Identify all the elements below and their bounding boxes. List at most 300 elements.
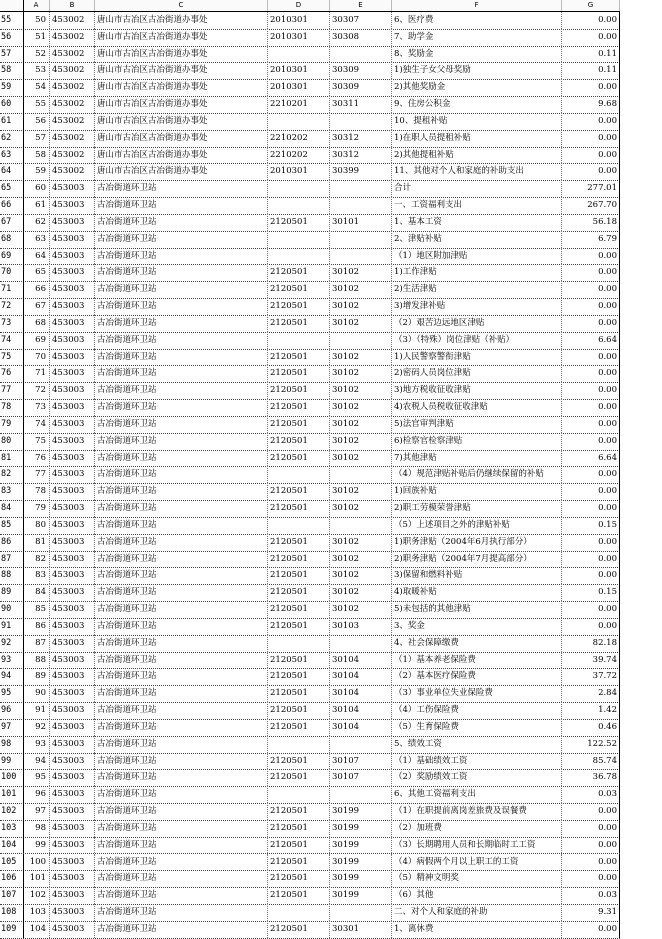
row-number[interactable]: 82 — [0, 466, 24, 483]
cell-g-amount[interactable]: 6.64 — [562, 332, 620, 349]
cell-e-econ-code[interactable]: 30104 — [330, 685, 392, 702]
cell-e-econ-code[interactable]: 30102 — [330, 601, 392, 618]
cell-f-item[interactable]: 3)地方税收征收津贴 — [392, 382, 562, 399]
cell-g-amount[interactable]: 267.70 — [562, 197, 620, 214]
cell-d-func-code[interactable]: 2120501 — [268, 264, 330, 281]
cell-e-econ-code[interactable] — [330, 517, 392, 534]
cell-g-amount[interactable]: 0.00 — [562, 618, 620, 635]
cell-b-code[interactable]: 453003 — [50, 601, 95, 618]
cell-d-func-code[interactable] — [268, 332, 330, 349]
cell-a-seq[interactable]: 67 — [24, 298, 50, 315]
cell-c-unit[interactable]: 古冶街道环卫站 — [95, 197, 268, 214]
row-number[interactable]: 108 — [0, 904, 24, 921]
cell-d-func-code[interactable]: 2210202 — [268, 130, 330, 147]
cell-g-amount[interactable]: 0.00 — [562, 820, 620, 837]
row-number[interactable]: 55 — [0, 12, 24, 29]
cell-f-item[interactable]: 6、其他工资福利支出 — [392, 786, 562, 803]
cell-a-seq[interactable]: 63 — [24, 231, 50, 248]
cell-f-item[interactable]: （3）长期聘用人员和长期临时工工资 — [392, 837, 562, 854]
row-number[interactable]: 70 — [0, 264, 24, 281]
row-number[interactable]: 97 — [0, 719, 24, 736]
row-number[interactable]: 101 — [0, 786, 24, 803]
cell-g-amount[interactable]: 6.79 — [562, 231, 620, 248]
cell-e-econ-code[interactable]: 30102 — [330, 567, 392, 584]
cell-a-seq[interactable]: 86 — [24, 618, 50, 635]
row-number[interactable]: 84 — [0, 500, 24, 517]
cell-e-econ-code[interactable]: 30102 — [330, 281, 392, 298]
cell-e-econ-code[interactable]: 30312 — [330, 130, 392, 147]
cell-a-seq[interactable]: 57 — [24, 130, 50, 147]
row-number[interactable]: 71 — [0, 281, 24, 298]
row-number[interactable]: 67 — [0, 214, 24, 231]
cell-d-func-code[interactable]: 2120501 — [268, 534, 330, 551]
cell-c-unit[interactable]: 古冶街道环卫站 — [95, 349, 268, 366]
cell-f-item[interactable]: 7)其他津贴 — [392, 450, 562, 467]
cell-g-amount[interactable]: 0.00 — [562, 79, 620, 96]
cell-b-code[interactable]: 453003 — [50, 584, 95, 601]
cell-g-amount[interactable]: 0.00 — [562, 567, 620, 584]
cell-b-code[interactable]: 453003 — [50, 281, 95, 298]
cell-a-seq[interactable]: 84 — [24, 584, 50, 601]
cell-b-code[interactable]: 453003 — [50, 870, 95, 887]
cell-a-seq[interactable]: 59 — [24, 163, 50, 180]
cell-f-item[interactable]: 1)在职人员提租补贴 — [392, 130, 562, 147]
cell-g-amount[interactable]: 0.46 — [562, 719, 620, 736]
cell-b-code[interactable]: 453002 — [50, 130, 95, 147]
cell-c-unit[interactable]: 古冶街道环卫站 — [95, 231, 268, 248]
cell-e-econ-code[interactable]: 30104 — [330, 702, 392, 719]
cell-c-unit[interactable]: 古冶街道环卫站 — [95, 382, 268, 399]
cell-g-amount[interactable]: 0.00 — [562, 601, 620, 618]
cell-a-seq[interactable]: 64 — [24, 248, 50, 265]
cell-f-item[interactable]: 2)其他奖励金 — [392, 79, 562, 96]
cell-c-unit[interactable]: 唐山市古冶区古冶街道办事处 — [95, 96, 268, 113]
cell-a-seq[interactable]: 72 — [24, 382, 50, 399]
cell-c-unit[interactable]: 古冶街道环卫站 — [95, 904, 268, 921]
cell-a-seq[interactable]: 61 — [24, 197, 50, 214]
cell-e-econ-code[interactable]: 30309 — [330, 79, 392, 96]
cell-a-seq[interactable]: 65 — [24, 264, 50, 281]
cell-d-func-code[interactable]: 2210201 — [268, 96, 330, 113]
cell-f-item[interactable]: 2)生活津贴 — [392, 281, 562, 298]
cell-b-code[interactable]: 453003 — [50, 854, 95, 871]
cell-b-code[interactable]: 453003 — [50, 769, 95, 786]
cell-f-item[interactable]: 5)法官审判津贴 — [392, 416, 562, 433]
cell-d-func-code[interactable]: 2120501 — [268, 753, 330, 770]
cell-b-code[interactable]: 453002 — [50, 113, 95, 130]
cell-e-econ-code[interactable] — [330, 904, 392, 921]
cell-b-code[interactable]: 453003 — [50, 551, 95, 568]
cell-a-seq[interactable]: 95 — [24, 769, 50, 786]
cell-g-amount[interactable]: 0.00 — [562, 349, 620, 366]
cell-g-amount[interactable]: 0.00 — [562, 29, 620, 46]
row-number[interactable]: 93 — [0, 652, 24, 669]
cell-d-func-code[interactable]: 2120501 — [268, 685, 330, 702]
cell-f-item[interactable]: 1)职务津贴（2004年6月执行部分） — [392, 534, 562, 551]
cell-f-item[interactable]: 6)检察官检察津贴 — [392, 433, 562, 450]
cell-a-seq[interactable]: 97 — [24, 803, 50, 820]
cell-f-item[interactable]: 1)人民警察警衔津贴 — [392, 349, 562, 366]
cell-e-econ-code[interactable]: 30102 — [330, 551, 392, 568]
cell-c-unit[interactable]: 古冶街道环卫站 — [95, 601, 268, 618]
cell-a-seq[interactable]: 66 — [24, 281, 50, 298]
row-number[interactable]: 94 — [0, 668, 24, 685]
cell-d-func-code[interactable]: 2120501 — [268, 837, 330, 854]
row-number[interactable]: 61 — [0, 113, 24, 130]
cell-d-func-code[interactable]: 2120501 — [268, 820, 330, 837]
cell-c-unit[interactable]: 古冶街道环卫站 — [95, 769, 268, 786]
row-number[interactable]: 59 — [0, 79, 24, 96]
cell-f-item[interactable]: （1）地区附加津贴 — [392, 248, 562, 265]
cell-g-amount[interactable]: 0.00 — [562, 416, 620, 433]
row-number[interactable]: 75 — [0, 349, 24, 366]
cell-f-item[interactable]: 4)取暖补贴 — [392, 584, 562, 601]
cell-d-func-code[interactable] — [268, 46, 330, 63]
cell-e-econ-code[interactable]: 30107 — [330, 769, 392, 786]
cell-d-func-code[interactable]: 2120501 — [268, 382, 330, 399]
cell-d-func-code[interactable]: 2120501 — [268, 803, 330, 820]
column-header-b[interactable]: B — [50, 0, 95, 11]
cell-a-seq[interactable]: 50 — [24, 12, 50, 29]
cell-c-unit[interactable]: 古冶街道环卫站 — [95, 332, 268, 349]
cell-c-unit[interactable]: 唐山市古冶区古冶街道办事处 — [95, 163, 268, 180]
cell-b-code[interactable]: 453003 — [50, 736, 95, 753]
cell-c-unit[interactable]: 古冶街道环卫站 — [95, 551, 268, 568]
cell-b-code[interactable]: 453003 — [50, 517, 95, 534]
cell-d-func-code[interactable] — [268, 736, 330, 753]
cell-c-unit[interactable]: 古冶街道环卫站 — [95, 248, 268, 265]
cell-d-func-code[interactable]: 2120501 — [268, 416, 330, 433]
cell-f-item[interactable]: （5）上述项目之外的津贴补贴 — [392, 517, 562, 534]
cell-g-amount[interactable]: 0.00 — [562, 534, 620, 551]
cell-a-seq[interactable]: 52 — [24, 46, 50, 63]
cell-d-func-code[interactable]: 2120501 — [268, 601, 330, 618]
cell-f-item[interactable]: （4）病假两个月以上职工的工资 — [392, 854, 562, 871]
cell-a-seq[interactable]: 96 — [24, 786, 50, 803]
cell-f-item[interactable]: （3）（特殊）岗位津贴（补贴） — [392, 332, 562, 349]
cell-f-item[interactable]: 4)农税人员税收征收津贴 — [392, 399, 562, 416]
cell-b-code[interactable]: 453003 — [50, 483, 95, 500]
cell-e-econ-code[interactable]: 30103 — [330, 618, 392, 635]
cell-c-unit[interactable]: 古冶街道环卫站 — [95, 365, 268, 382]
cell-g-amount[interactable]: 0.00 — [562, 147, 620, 164]
cell-b-code[interactable]: 453002 — [50, 46, 95, 63]
cell-d-func-code[interactable]: 2120501 — [268, 315, 330, 332]
cell-d-func-code[interactable]: 2120501 — [268, 618, 330, 635]
cell-g-amount[interactable]: 0.00 — [562, 399, 620, 416]
cell-d-func-code[interactable]: 2010301 — [268, 12, 330, 29]
column-header-f[interactable]: F — [392, 0, 562, 11]
cell-b-code[interactable]: 453003 — [50, 197, 95, 214]
cell-e-econ-code[interactable]: 30199 — [330, 887, 392, 904]
cell-d-func-code[interactable] — [268, 231, 330, 248]
cell-d-func-code[interactable]: 2120501 — [268, 719, 330, 736]
cell-e-econ-code[interactable]: 30102 — [330, 483, 392, 500]
cell-f-item[interactable]: （2）奖励绩效工资 — [392, 769, 562, 786]
cell-g-amount[interactable]: 0.00 — [562, 248, 620, 265]
row-number[interactable]: 109 — [0, 921, 24, 938]
row-number[interactable]: 99 — [0, 753, 24, 770]
cell-c-unit[interactable]: 古冶街道环卫站 — [95, 466, 268, 483]
cell-a-seq[interactable]: 104 — [24, 921, 50, 938]
column-header-d[interactable]: D — [268, 0, 330, 11]
cell-e-econ-code[interactable]: 30307 — [330, 12, 392, 29]
cell-f-item[interactable]: （2）基本医疗保险费 — [392, 668, 562, 685]
cell-e-econ-code[interactable] — [330, 332, 392, 349]
cell-f-item[interactable]: （4）规范津贴补贴后仍继续保留的补贴 — [392, 466, 562, 483]
cell-f-item[interactable]: 1、离休费 — [392, 921, 562, 938]
cell-c-unit[interactable]: 唐山市古冶区古冶街道办事处 — [95, 12, 268, 29]
cell-a-seq[interactable]: 69 — [24, 332, 50, 349]
cell-a-seq[interactable]: 89 — [24, 668, 50, 685]
row-number[interactable]: 85 — [0, 517, 24, 534]
cell-a-seq[interactable]: 91 — [24, 702, 50, 719]
cell-g-amount[interactable]: 0.00 — [562, 315, 620, 332]
row-number[interactable]: 64 — [0, 163, 24, 180]
cell-e-econ-code[interactable]: 30102 — [330, 298, 392, 315]
cell-g-amount[interactable]: 0.00 — [562, 466, 620, 483]
cell-c-unit[interactable]: 古冶街道环卫站 — [95, 854, 268, 871]
cell-f-item[interactable]: 6、医疗费 — [392, 12, 562, 29]
cell-g-amount[interactable]: 0.00 — [562, 365, 620, 382]
cell-f-item[interactable]: 8、奖励金 — [392, 46, 562, 63]
cell-g-amount[interactable]: 0.00 — [562, 281, 620, 298]
cell-f-item[interactable]: 2)其他提租补贴 — [392, 147, 562, 164]
cell-c-unit[interactable]: 古冶街道环卫站 — [95, 887, 268, 904]
row-number[interactable]: 95 — [0, 685, 24, 702]
cell-b-code[interactable]: 453003 — [50, 450, 95, 467]
row-number[interactable]: 107 — [0, 887, 24, 904]
row-number[interactable]: 60 — [0, 96, 24, 113]
cell-d-func-code[interactable]: 2010301 — [268, 79, 330, 96]
cell-f-item[interactable]: 3)增发津补贴 — [392, 298, 562, 315]
cell-g-amount[interactable]: 0.03 — [562, 887, 620, 904]
cell-d-func-code[interactable] — [268, 248, 330, 265]
cell-g-amount[interactable]: 0.00 — [562, 163, 620, 180]
cell-b-code[interactable]: 453003 — [50, 298, 95, 315]
cell-c-unit[interactable]: 古冶街道环卫站 — [95, 668, 268, 685]
cell-a-seq[interactable]: 74 — [24, 416, 50, 433]
cell-a-seq[interactable]: 60 — [24, 180, 50, 197]
cell-b-code[interactable]: 453003 — [50, 382, 95, 399]
cell-c-unit[interactable]: 古冶街道环卫站 — [95, 652, 268, 669]
cell-f-item[interactable]: 合计 — [392, 180, 562, 197]
cell-b-code[interactable]: 453003 — [50, 534, 95, 551]
cell-f-item[interactable]: 11、其他对个人和家庭的补助支出 — [392, 163, 562, 180]
cell-a-seq[interactable]: 70 — [24, 349, 50, 366]
row-number[interactable]: 102 — [0, 803, 24, 820]
cell-c-unit[interactable]: 古冶街道环卫站 — [95, 870, 268, 887]
cell-b-code[interactable]: 453003 — [50, 264, 95, 281]
row-number[interactable]: 63 — [0, 147, 24, 164]
cell-d-func-code[interactable]: 2120501 — [268, 702, 330, 719]
cell-a-seq[interactable]: 51 — [24, 29, 50, 46]
cell-e-econ-code[interactable] — [330, 786, 392, 803]
cell-b-code[interactable]: 453003 — [50, 466, 95, 483]
cell-c-unit[interactable]: 古冶街道环卫站 — [95, 281, 268, 298]
cell-e-econ-code[interactable] — [330, 248, 392, 265]
row-number[interactable]: 65 — [0, 180, 24, 197]
cell-c-unit[interactable]: 古冶街道环卫站 — [95, 685, 268, 702]
cell-c-unit[interactable]: 古冶街道环卫站 — [95, 921, 268, 938]
cell-c-unit[interactable]: 唐山市古冶区古冶街道办事处 — [95, 130, 268, 147]
cell-a-seq[interactable]: 90 — [24, 685, 50, 702]
cell-e-econ-code[interactable] — [330, 635, 392, 652]
cell-e-econ-code[interactable]: 30104 — [330, 652, 392, 669]
cell-f-item[interactable]: 二、对个人和家庭的补助 — [392, 904, 562, 921]
cell-b-code[interactable]: 453003 — [50, 500, 95, 517]
cell-f-item[interactable]: 2)密码人员岗位津贴 — [392, 365, 562, 382]
cell-b-code[interactable]: 453003 — [50, 635, 95, 652]
cell-d-func-code[interactable]: 2120501 — [268, 349, 330, 366]
cell-b-code[interactable]: 453003 — [50, 618, 95, 635]
cell-a-seq[interactable]: 99 — [24, 837, 50, 854]
row-number[interactable]: 87 — [0, 551, 24, 568]
cell-c-unit[interactable]: 古冶街道环卫站 — [95, 483, 268, 500]
cell-c-unit[interactable]: 古冶街道环卫站 — [95, 534, 268, 551]
cell-g-amount[interactable]: 0.03 — [562, 786, 620, 803]
cell-b-code[interactable]: 453003 — [50, 433, 95, 450]
cell-c-unit[interactable]: 古冶街道环卫站 — [95, 584, 268, 601]
cell-g-amount[interactable]: 85.74 — [562, 753, 620, 770]
cell-a-seq[interactable]: 82 — [24, 551, 50, 568]
column-header-g[interactable]: G — [562, 0, 620, 11]
cell-c-unit[interactable]: 唐山市古冶区古冶街道办事处 — [95, 113, 268, 130]
row-number[interactable]: 80 — [0, 433, 24, 450]
cell-f-item[interactable]: （1）在职提前离岗差旅费及误餐费 — [392, 803, 562, 820]
cell-a-seq[interactable]: 98 — [24, 820, 50, 837]
cell-b-code[interactable]: 453002 — [50, 29, 95, 46]
cell-g-amount[interactable]: 0.00 — [562, 382, 620, 399]
cell-d-func-code[interactable]: 2120501 — [268, 433, 330, 450]
cell-b-code[interactable]: 453003 — [50, 820, 95, 837]
cell-a-seq[interactable]: 88 — [24, 652, 50, 669]
cell-g-amount[interactable]: 6.64 — [562, 450, 620, 467]
cell-f-item[interactable]: 3、奖金 — [392, 618, 562, 635]
cell-b-code[interactable]: 453002 — [50, 147, 95, 164]
row-number[interactable]: 68 — [0, 231, 24, 248]
cell-b-code[interactable]: 453002 — [50, 96, 95, 113]
cell-a-seq[interactable]: 79 — [24, 500, 50, 517]
row-number[interactable]: 83 — [0, 483, 24, 500]
cell-d-func-code[interactable]: 2120501 — [268, 769, 330, 786]
cell-e-econ-code[interactable]: 30199 — [330, 837, 392, 854]
cell-c-unit[interactable]: 古冶街道环卫站 — [95, 298, 268, 315]
cell-b-code[interactable]: 453003 — [50, 786, 95, 803]
cell-b-code[interactable]: 453003 — [50, 803, 95, 820]
cell-f-item[interactable]: 1)工作津贴 — [392, 264, 562, 281]
cell-e-econ-code[interactable]: 30199 — [330, 803, 392, 820]
cell-g-amount[interactable]: 36.78 — [562, 769, 620, 786]
cell-c-unit[interactable]: 古冶街道环卫站 — [95, 399, 268, 416]
row-number[interactable]: 57 — [0, 46, 24, 63]
cell-e-econ-code[interactable]: 30102 — [330, 365, 392, 382]
cell-f-item[interactable]: 7、助学金 — [392, 29, 562, 46]
cell-g-amount[interactable]: 9.68 — [562, 96, 620, 113]
cell-g-amount[interactable]: 0.00 — [562, 483, 620, 500]
row-number[interactable]: 56 — [0, 29, 24, 46]
row-number[interactable]: 89 — [0, 584, 24, 601]
cell-e-econ-code[interactable]: 30102 — [330, 500, 392, 517]
cell-d-func-code[interactable] — [268, 635, 330, 652]
row-number[interactable]: 73 — [0, 315, 24, 332]
cell-a-seq[interactable]: 102 — [24, 887, 50, 904]
cell-d-func-code[interactable]: 2120501 — [268, 298, 330, 315]
row-number[interactable]: 78 — [0, 399, 24, 416]
cell-a-seq[interactable]: 75 — [24, 433, 50, 450]
cell-e-econ-code[interactable]: 30104 — [330, 719, 392, 736]
cell-g-amount[interactable]: 0.11 — [562, 46, 620, 63]
cell-b-code[interactable]: 453002 — [50, 79, 95, 96]
cell-e-econ-code[interactable] — [330, 736, 392, 753]
row-number[interactable]: 74 — [0, 332, 24, 349]
cell-a-seq[interactable]: 83 — [24, 567, 50, 584]
cell-c-unit[interactable]: 唐山市古冶区古冶街道办事处 — [95, 147, 268, 164]
cell-e-econ-code[interactable] — [330, 231, 392, 248]
cell-b-code[interactable]: 453003 — [50, 719, 95, 736]
cell-g-amount[interactable]: 0.00 — [562, 433, 620, 450]
row-number[interactable]: 66 — [0, 197, 24, 214]
cell-d-func-code[interactable]: 2120501 — [268, 567, 330, 584]
cell-d-func-code[interactable] — [268, 786, 330, 803]
cell-e-econ-code[interactable]: 30102 — [330, 534, 392, 551]
cell-d-func-code[interactable]: 2120501 — [268, 584, 330, 601]
cell-d-func-code[interactable] — [268, 197, 330, 214]
cell-d-func-code[interactable] — [268, 113, 330, 130]
cell-a-seq[interactable]: 94 — [24, 753, 50, 770]
cell-d-func-code[interactable]: 2120501 — [268, 214, 330, 231]
cell-c-unit[interactable]: 古冶街道环卫站 — [95, 803, 268, 820]
cell-b-code[interactable]: 453003 — [50, 365, 95, 382]
cell-a-seq[interactable]: 68 — [24, 315, 50, 332]
row-number[interactable]: 81 — [0, 450, 24, 467]
column-header-a[interactable]: A — [24, 0, 50, 11]
cell-b-code[interactable]: 453003 — [50, 248, 95, 265]
cell-e-econ-code[interactable] — [330, 46, 392, 63]
cell-f-item[interactable]: （5）精神文明奖 — [392, 870, 562, 887]
cell-e-econ-code[interactable]: 30312 — [330, 147, 392, 164]
cell-d-func-code[interactable]: 2120501 — [268, 887, 330, 904]
cell-g-amount[interactable]: 9.31 — [562, 904, 620, 921]
cell-e-econ-code[interactable]: 30309 — [330, 62, 392, 79]
cell-e-econ-code[interactable]: 30102 — [330, 382, 392, 399]
cell-g-amount[interactable]: 82.18 — [562, 635, 620, 652]
cell-a-seq[interactable]: 78 — [24, 483, 50, 500]
cell-c-unit[interactable]: 唐山市古冶区古冶街道办事处 — [95, 62, 268, 79]
cell-e-econ-code[interactable]: 30399 — [330, 163, 392, 180]
cell-d-func-code[interactable]: 2120501 — [268, 551, 330, 568]
cell-e-econ-code[interactable]: 30102 — [330, 584, 392, 601]
cell-c-unit[interactable]: 古冶街道环卫站 — [95, 618, 268, 635]
cell-f-item[interactable]: （6）其他 — [392, 887, 562, 904]
row-number[interactable]: 91 — [0, 618, 24, 635]
cell-d-func-code[interactable]: 2120501 — [268, 365, 330, 382]
cell-g-amount[interactable]: 2.84 — [562, 685, 620, 702]
cell-d-func-code[interactable]: 2120501 — [268, 668, 330, 685]
cell-f-item[interactable]: 一、工资福利支出 — [392, 197, 562, 214]
row-number[interactable]: 86 — [0, 534, 24, 551]
cell-f-item[interactable]: （1）基础绩效工资 — [392, 753, 562, 770]
cell-b-code[interactable]: 453003 — [50, 702, 95, 719]
cell-b-code[interactable]: 453003 — [50, 668, 95, 685]
cell-g-amount[interactable]: 0.11 — [562, 62, 620, 79]
cell-c-unit[interactable]: 古冶街道环卫站 — [95, 837, 268, 854]
cell-d-func-code[interactable]: 2120501 — [268, 921, 330, 938]
cell-e-econ-code[interactable] — [330, 180, 392, 197]
cell-c-unit[interactable]: 古冶街道环卫站 — [95, 753, 268, 770]
cell-g-amount[interactable]: 0.00 — [562, 113, 620, 130]
cell-b-code[interactable]: 453003 — [50, 332, 95, 349]
